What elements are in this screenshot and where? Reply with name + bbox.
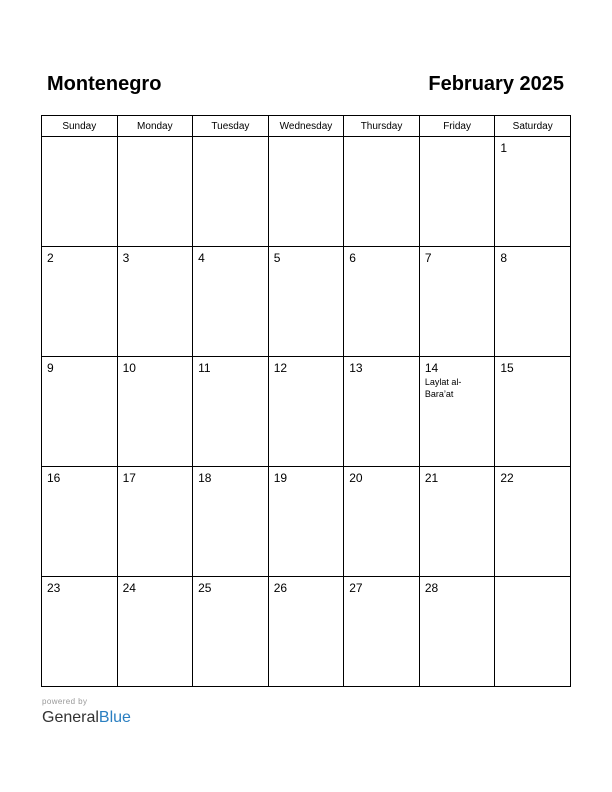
logo-general-text: General — [42, 709, 99, 726]
day-cell — [344, 247, 420, 357]
day-number: 18 — [198, 471, 212, 485]
weekday-saturday: Saturday — [495, 116, 571, 137]
day-number: 8 — [500, 251, 508, 265]
day-cell — [42, 467, 118, 577]
week-row — [42, 467, 571, 577]
day-cell — [268, 247, 344, 357]
day-cell — [42, 357, 118, 467]
day-cell — [495, 467, 571, 577]
logo-blue-text: Blue — [98, 709, 131, 726]
weekday-friday: Friday — [419, 116, 495, 137]
day-cell — [419, 577, 495, 687]
week-row — [42, 137, 571, 247]
day-number: 13 — [349, 361, 363, 375]
day-number: 4 — [198, 251, 205, 265]
day-cell — [193, 247, 269, 357]
day-cell — [419, 247, 495, 357]
day-cell — [268, 577, 344, 687]
day-cell — [344, 467, 420, 577]
day-cell — [344, 137, 420, 247]
day-cell — [268, 357, 344, 467]
calendar-grid — [41, 115, 571, 687]
weekday-monday: Monday — [117, 116, 193, 137]
day-cell — [495, 247, 571, 357]
weekday-header-row — [42, 116, 571, 137]
day-cell — [117, 357, 193, 467]
day-cell — [344, 357, 420, 467]
powered-by-text: powered by — [42, 697, 88, 706]
day-cell — [193, 467, 269, 577]
holiday-label: Laylat al-Bara’at — [424, 377, 462, 399]
day-cell — [117, 467, 193, 577]
day-number: 9 — [47, 361, 54, 375]
day-cell — [344, 577, 420, 687]
day-cell — [42, 137, 118, 247]
day-number: 26 — [273, 581, 288, 595]
day-number: 27 — [349, 581, 363, 595]
weekday-tuesday: Tuesday — [193, 116, 269, 137]
day-cell — [193, 357, 269, 467]
week-row — [42, 357, 571, 467]
weekday-thursday: Thursday — [344, 116, 420, 137]
day-number: 7 — [424, 251, 432, 265]
day-number: 12 — [273, 361, 288, 375]
day-cell — [193, 137, 269, 247]
day-number: 23 — [47, 581, 61, 595]
day-number: 1 — [500, 141, 508, 155]
country-title: Montenegro — [47, 73, 162, 95]
weekday-wednesday: Wednesday — [268, 116, 344, 137]
weekday-sunday: Sunday — [42, 116, 118, 137]
day-cell — [419, 137, 495, 247]
day-number: 5 — [273, 251, 281, 265]
day-number: 20 — [349, 471, 363, 485]
day-number: 11 — [198, 361, 211, 375]
day-number: 24 — [122, 581, 136, 595]
week-row — [42, 247, 571, 357]
footer-branding — [42, 697, 131, 728]
generalblue-logo[interactable] — [42, 708, 131, 728]
day-number: 10 — [122, 361, 136, 375]
day-number: 28 — [424, 581, 439, 595]
day-cell — [495, 577, 571, 687]
day-cell — [117, 247, 193, 357]
day-cell — [42, 247, 118, 357]
day-cell — [117, 577, 193, 687]
week-row — [42, 577, 571, 687]
day-cell — [495, 137, 571, 247]
day-cell — [42, 577, 118, 687]
day-number: 25 — [198, 581, 212, 595]
day-number: 3 — [122, 251, 130, 265]
day-cell — [419, 357, 495, 467]
day-number: 22 — [500, 471, 514, 485]
day-cell — [193, 577, 269, 687]
day-cell — [117, 137, 193, 247]
day-number: 17 — [122, 471, 136, 485]
day-number: 6 — [349, 251, 356, 265]
day-number: 14 — [424, 361, 439, 375]
day-number: 2 — [47, 251, 54, 265]
day-cell — [268, 467, 344, 577]
day-number: 15 — [500, 361, 514, 375]
day-number: 21 — [424, 471, 439, 485]
day-cell — [268, 137, 344, 247]
day-cell — [419, 467, 495, 577]
day-number: 19 — [273, 471, 288, 485]
day-number: 16 — [47, 471, 61, 485]
month-year-title: February 2025 — [428, 73, 564, 95]
day-cell — [495, 357, 571, 467]
